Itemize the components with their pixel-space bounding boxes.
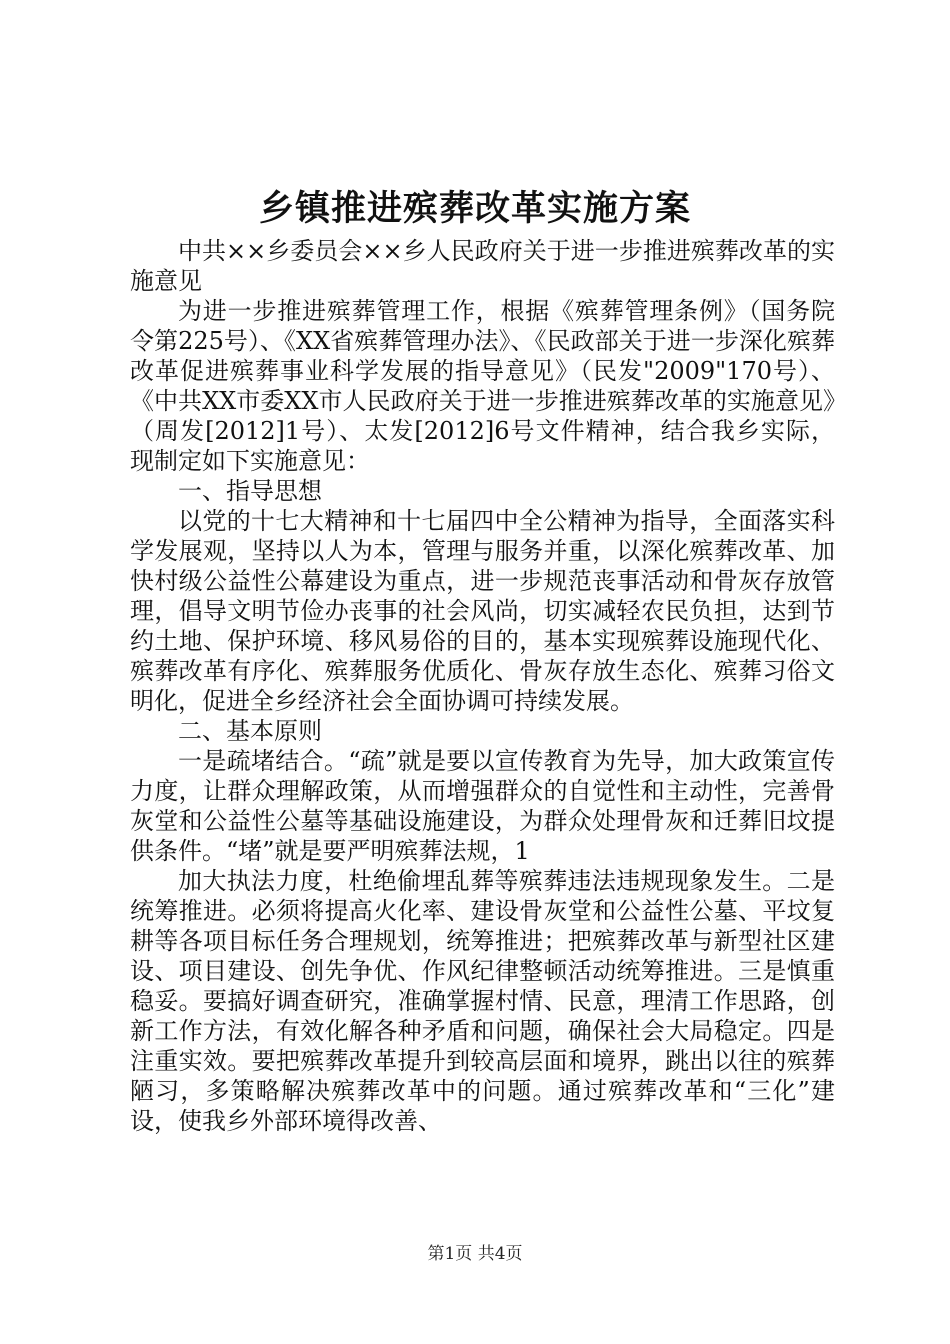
paragraph-guiding-ideology: 以党的十七大精神和十七届四中全公精神为指导，全面落实科学发展观，坚持以人为本，管理与服务并重，以深化殡葬改革、加快村级公益性公幕建设为重点，进一步规范丧事活动和骨灰存放管理，倡导文明节俭办丧事的社会风尚，切实减轻农民负担，达到节约土地、保护环境、移风易俗的目的，基本实现殡葬设施现代化、殡葬改革有序化、殡葬服务优质化、骨灰存放生态化、殡葬习俗文明化，促进全乡经济社会全面协调可持续发展。 bbox=[130, 507, 835, 715]
section-heading-basic-principles: 二、基本原则 bbox=[178, 717, 322, 745]
paragraph-principles-continued: 加大执法力度，杜绝偷埋乱葬等殡葬违法违规现象发生。二是统筹推进。必须将提高火化率、建设骨灰堂和公益性公墓、平坟复耕等各项目标任务合理规划，统筹推进；把殡葬改革与新型社区建设、项目建设、创先争优、作风纪律整顿活动统筹推进。三是慎重稳妥。要搞好调查研究，准确掌握村情、民意，理清工作思路，创新工作方法，有效化解各种矛盾和问题，确保社会大局稳定。四是注重实效。要把殡葬改革提升到较高层面和境界，跳出以往的殡葬陋习，多策略解决殡葬改革中的问题。通过殡葬改革和“三化”建设，使我乡外部环境得改善、 bbox=[130, 867, 835, 1135]
paragraph-principle-one: 一是疏堵结合。“疏”就是要以宣传教育为先导，加大政策宣传力度，让群众理解政策，从而增强群众的自觉性和主动性，完善骨灰堂和公益性公墓等基础设施建设，为群众处理骨灰和迁葬旧坟提供条件。“堵”就是要严明殡葬法规，1 bbox=[130, 747, 835, 865]
paragraph-intro: 中共××乡委员会××乡人民政府关于进一步推进殡葬改革的实施意见 bbox=[130, 237, 835, 295]
document-title: 乡镇推进殡葬改革实施方案 bbox=[258, 188, 691, 229]
section-heading-guiding-ideology: 一、指导思想 bbox=[178, 477, 322, 505]
page-number-footer: 第1页 共4页 bbox=[427, 1244, 523, 1264]
paragraph-basis: 为进一步推进殡葬管理工作，根据《殡葬管理条例》（国务院令第225号）、《XX省殡葬管理办法》、《民政部关于进一步深化殡葬改革促进殡葬事业科学发展的指导意见》（民发"2009"170号）、《中共XX市委XX市人民政府关于进一步推进殡葬改革的实施意见》（周发[2012]1号）、太发[2012]6号文件精神，结合我乡实际，现制定如下实施意见： bbox=[130, 297, 835, 475]
document-body bbox=[130, 236, 835, 1136]
